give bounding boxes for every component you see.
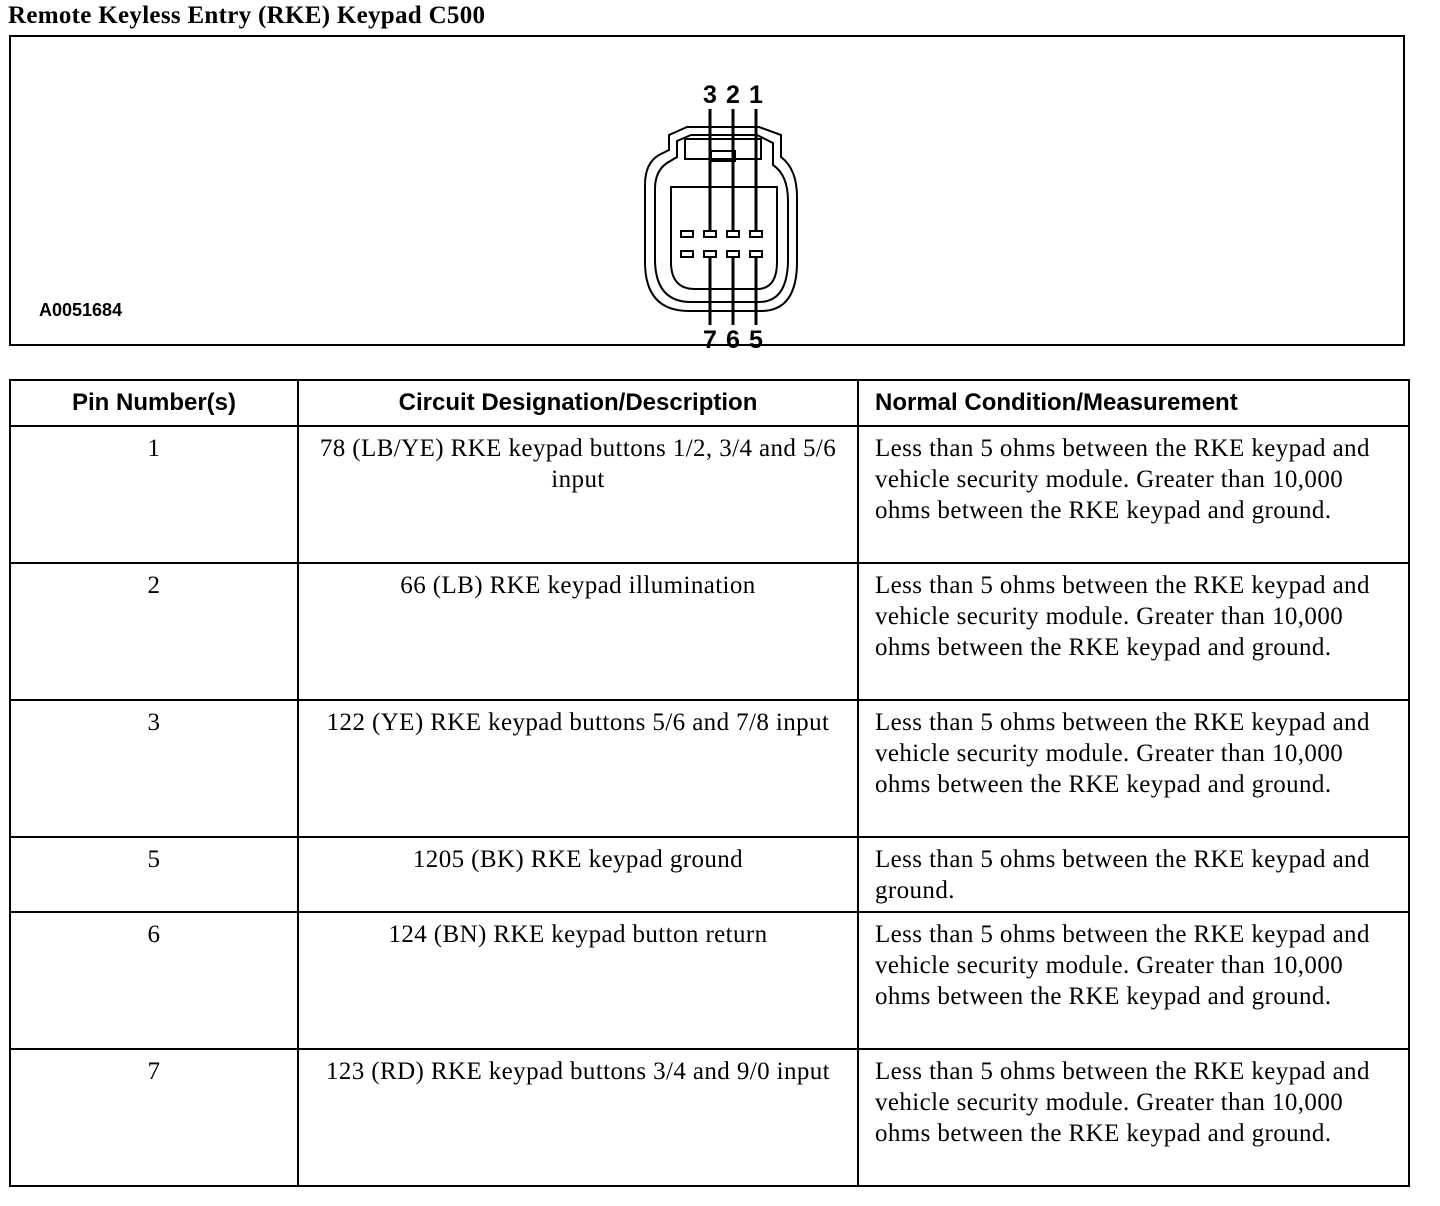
pin-label-3: 3 [703, 81, 717, 109]
pin-label-5: 5 [749, 326, 763, 354]
pin-label-6: 6 [726, 326, 740, 354]
pin-leader-lines [710, 109, 756, 325]
circuit-description: 66 (LB) RKE keypad illumination [298, 563, 858, 700]
condition-measurement: Less than 5 ohms between the RKE keypad and vehicle security module. Greater than 10,000 ohms between the RKE keypad and ground. [858, 426, 1409, 563]
circuit-description: 1205 (BK) RKE keypad ground [298, 837, 858, 912]
circuit-description: 124 (BN) RKE keypad button return [298, 912, 858, 1049]
pin-number: 1 [10, 426, 298, 563]
table-row [10, 1049, 1409, 1186]
pin-label-7: 7 [703, 326, 717, 354]
header-normal-condition: Normal Condition/Measurement [858, 380, 1409, 426]
condition-measurement: Less than 5 ohms between the RKE keypad and vehicle security module. Greater than 10,000 ohms between the RKE keypad and ground. [858, 1049, 1409, 1186]
table-row [10, 563, 1409, 700]
table-row [10, 426, 1409, 563]
table-header-row [10, 380, 1409, 426]
condition-measurement: Less than 5 ohms between the RKE keypad and vehicle security module. Greater than 10,000 ohms between the RKE keypad and ground. [858, 912, 1409, 1049]
pin-number: 3 [10, 700, 298, 837]
pin-cavities [681, 231, 762, 257]
figure-id: A0051684 [39, 300, 123, 320]
pin-table [9, 379, 1410, 1187]
table-row [10, 700, 1409, 837]
header-circuit-designation: Circuit Designation/Description [298, 380, 858, 426]
header-pin-numbers: Pin Number(s) [10, 380, 298, 426]
circuit-description: 123 (RD) RKE keypad buttons 3/4 and 9/0 input [298, 1049, 858, 1186]
pin-number: 7 [10, 1049, 298, 1186]
circuit-description: 78 (LB/YE) RKE keypad buttons 1/2, 3/4 and 5/6 input [298, 426, 858, 563]
table-row [10, 912, 1409, 1049]
circuit-description: 122 (YE) RKE keypad buttons 5/6 and 7/8 input [298, 700, 858, 837]
connector-face-illustration [611, 57, 831, 354]
connector-diagram-panel [9, 35, 1405, 354]
condition-measurement: Less than 5 ohms between the RKE keypad and ground. [858, 837, 1409, 912]
table-row [10, 837, 1409, 912]
pin-label-2: 2 [726, 81, 740, 109]
pin-number: 5 [10, 837, 298, 912]
condition-measurement: Less than 5 ohms between the RKE keypad and vehicle security module. Greater than 10,000 ohms between the RKE keypad and ground. [858, 700, 1409, 837]
pin-label-1: 1 [749, 81, 763, 109]
pin-number: 6 [10, 912, 298, 1049]
connector-housing [645, 127, 797, 311]
page-title: Remote Keyless Entry (RKE) Keypad C500 [8, 2, 486, 29]
condition-measurement: Less than 5 ohms between the RKE keypad and vehicle security module. Greater than 10,000 ohms between the RKE keypad and ground. [858, 563, 1409, 700]
pin-number: 2 [10, 563, 298, 700]
